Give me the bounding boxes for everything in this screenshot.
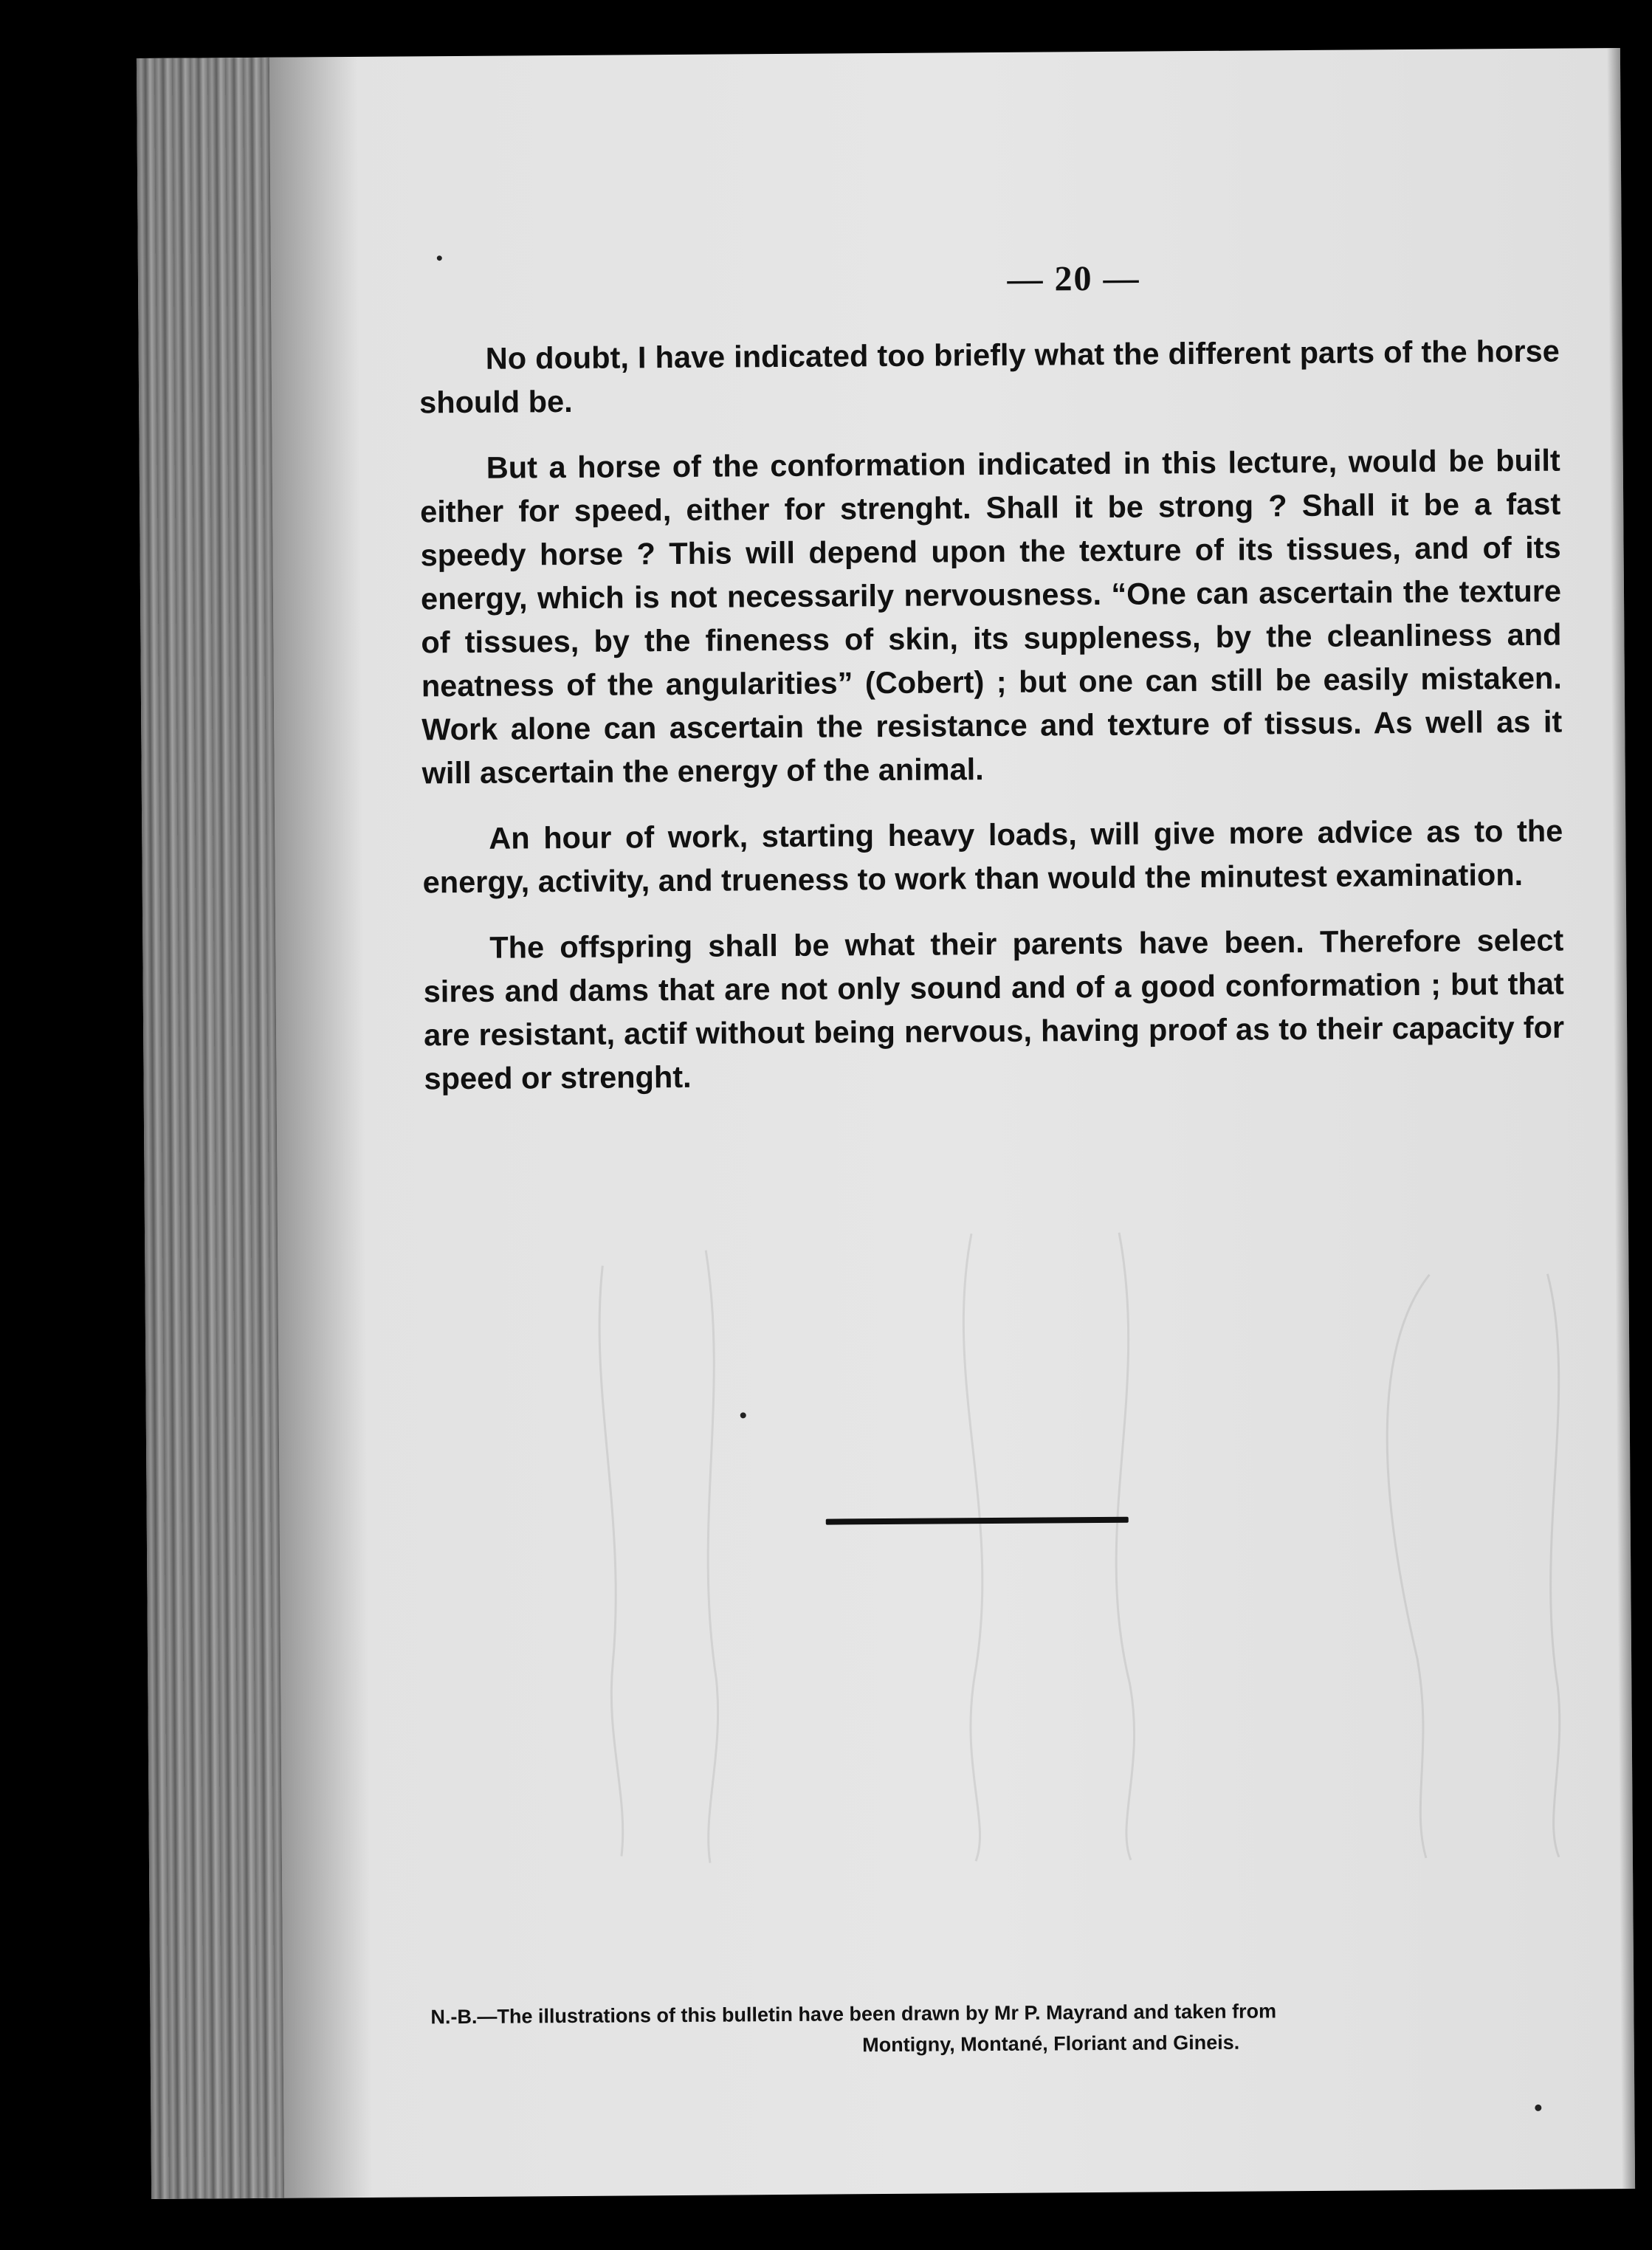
paragraph: The offspring shall be what their parents have been. Therefore select sires and dams that are not only sound and of a good conformation ; but that are resistant, actif without being nervous, having proof as to their capacity for speed or strenght. — [423, 922, 1565, 1096]
ink-speck — [437, 255, 442, 261]
page-number: — 20 — — [1007, 258, 1140, 299]
spine-shadow — [269, 57, 373, 2198]
paragraph: An hour of work, starting heavy loads, will give more advice as to the energy, activity, and trueness to work than would the minutest examination. — [422, 813, 1563, 900]
ink-speck — [1535, 2105, 1541, 2111]
paragraph: But a horse of the conformation indicated in this lecture, would be built either for speed, either for strenght. Shall it be strong ? Shall it be a fast speedy horse ? This will depend upon the texture of its tissues, and of its energy, which is not necessarily nervousness. “One can ascertain the texture of tissues, by the fineness of skin, its suppleness, by the cleanliness and neatness of the angularities” (Cobert) ; but one can still be easily mistaken. Work alone can ascertain the resistance and texture of tissus. As well as it will ascertain the energy of the animal. — [420, 442, 1563, 791]
footnote — [430, 1993, 1583, 2063]
bleed-through-illustration — [558, 1200, 1596, 1871]
footnote-line: N.-B.—The illustrations of this bulletin have been drawn by Mr P. Mayrand and taken from — [430, 2000, 1277, 2029]
ink-speck — [740, 1412, 746, 1418]
page-edge-shadow — [1607, 48, 1635, 2189]
book-spine — [137, 58, 284, 2199]
book-page — [137, 48, 1635, 2199]
footnote-line: Montigny, Montané, Floriant and Gineis. — [862, 2031, 1240, 2057]
page-content — [419, 255, 1565, 1123]
paragraph: No doubt, I have indicated too briefly what the different parts of the horse should be. — [419, 333, 1560, 420]
